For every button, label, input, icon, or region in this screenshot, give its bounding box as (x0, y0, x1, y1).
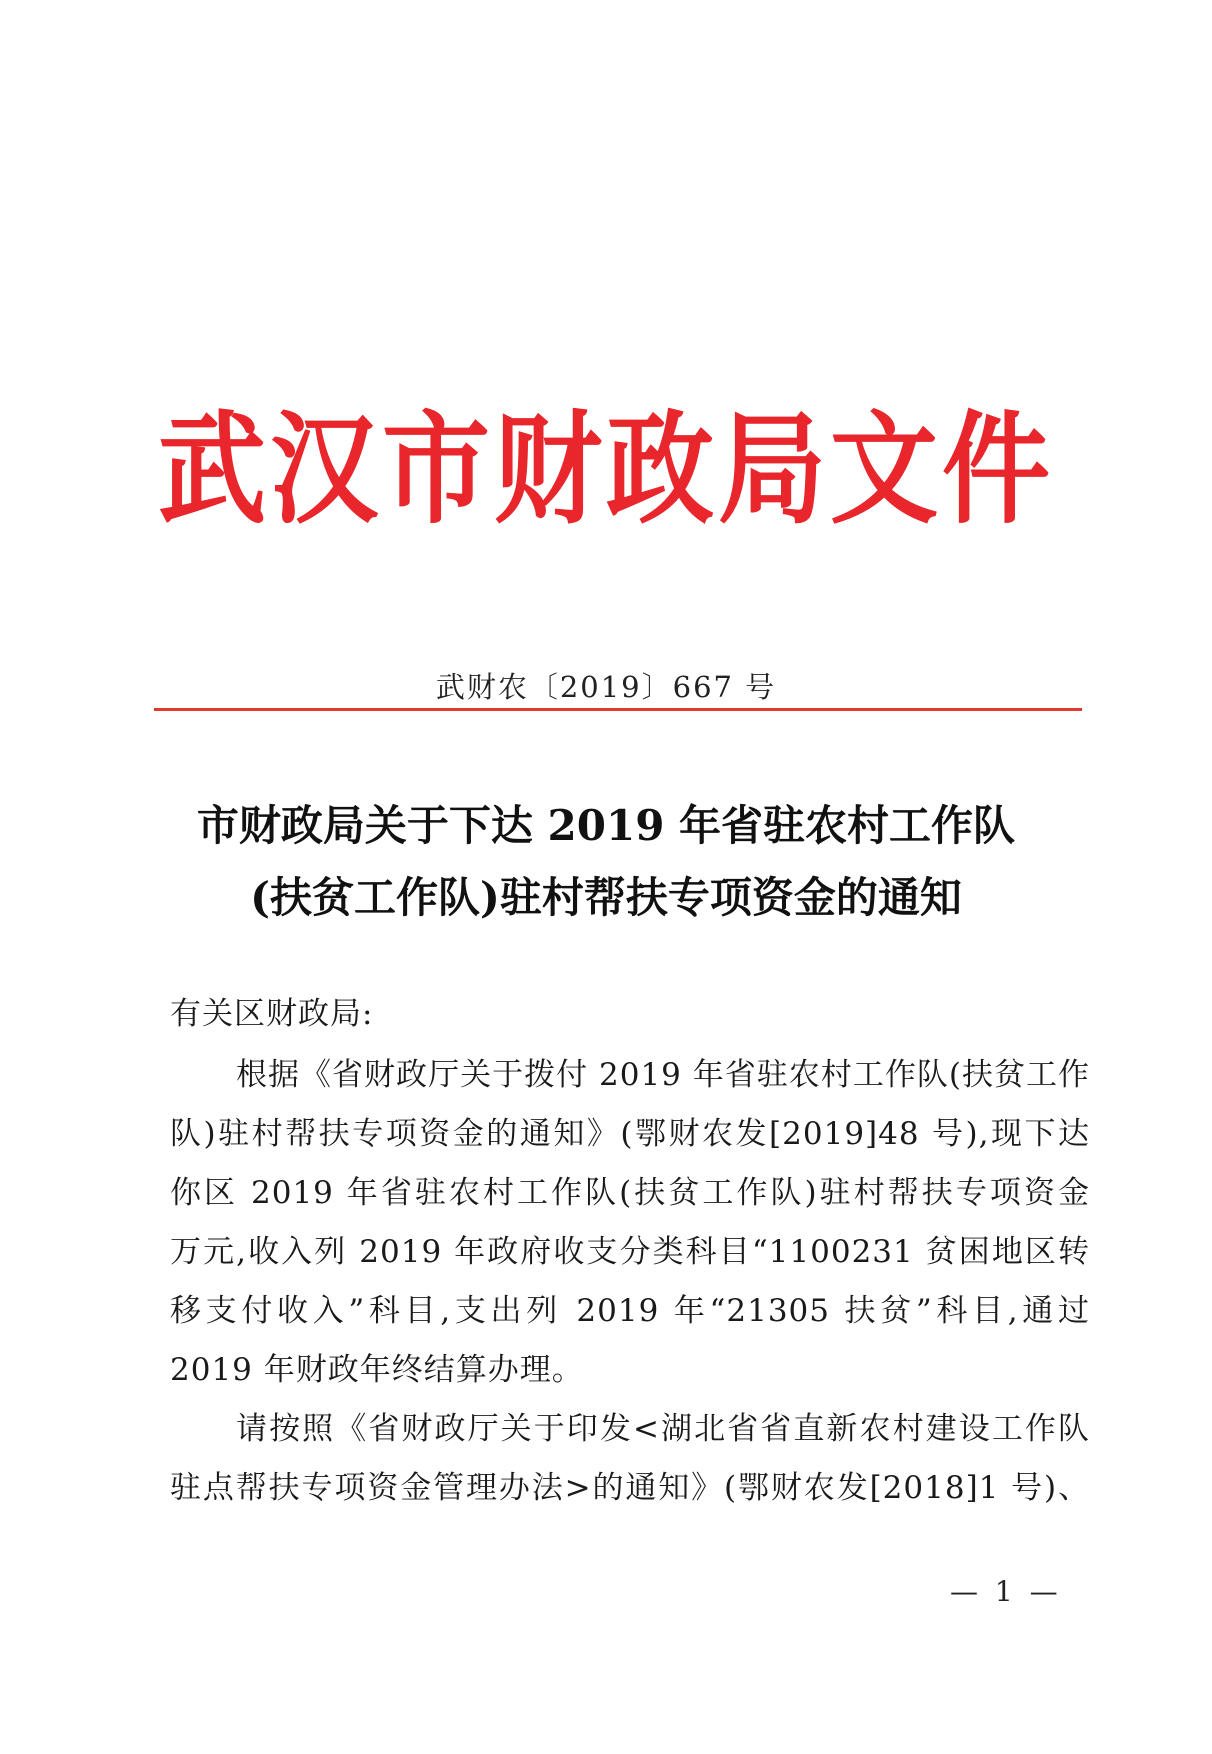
masthead-title: 武汉市财政局文件 (157, 399, 1054, 541)
paragraph-line: 驻点帮扶专项资金管理办法>的通知》(鄂财农发[2018]1 号)、 (170, 1470, 1090, 1506)
salutation: 有关区财政局: (170, 996, 374, 1032)
paragraph-line: 请按照《省财政厅关于印发<湖北省省直新农村建设工作队 (236, 1411, 1090, 1447)
paragraph-line: 万元,收入列 2019 年政府收支分类科目“1100231 贫困地区转 (170, 1234, 1090, 1270)
body-paragraph-2 (170, 1400, 1090, 1518)
notice-title-line-1: 市财政局关于下达 2019 年省驻农村工作队 (196, 801, 1016, 850)
paragraph-line: 队)驻村帮扶专项资金的通知》(鄂财农发[2019]48 号),现下达 (170, 1116, 1090, 1152)
paragraph-line: 根据《省财政厅关于拨付 2019 年省驻农村工作队(扶贫工作 (236, 1057, 1090, 1093)
document-number: 武财农〔2019〕667 号 (435, 670, 777, 704)
body-paragraph-1 (170, 1046, 1090, 1400)
notice-title-line-2: (扶贫工作队)驻村帮扶专项资金的通知 (250, 873, 962, 922)
paragraph-line: 你区 2019 年省驻农村工作队(扶贫工作队)驻村帮扶专项资金 (170, 1175, 1090, 1211)
paragraph-line: 2019 年财政年终结算办理。 (170, 1352, 584, 1388)
notice-title (0, 790, 1212, 934)
red-separator-line (154, 708, 1082, 711)
page-number: — 1 — (950, 1575, 1062, 1608)
paragraph-line: 移支付收入”科目,支出列 2019 年“21305 扶贫”科目,通过 (170, 1293, 1090, 1329)
